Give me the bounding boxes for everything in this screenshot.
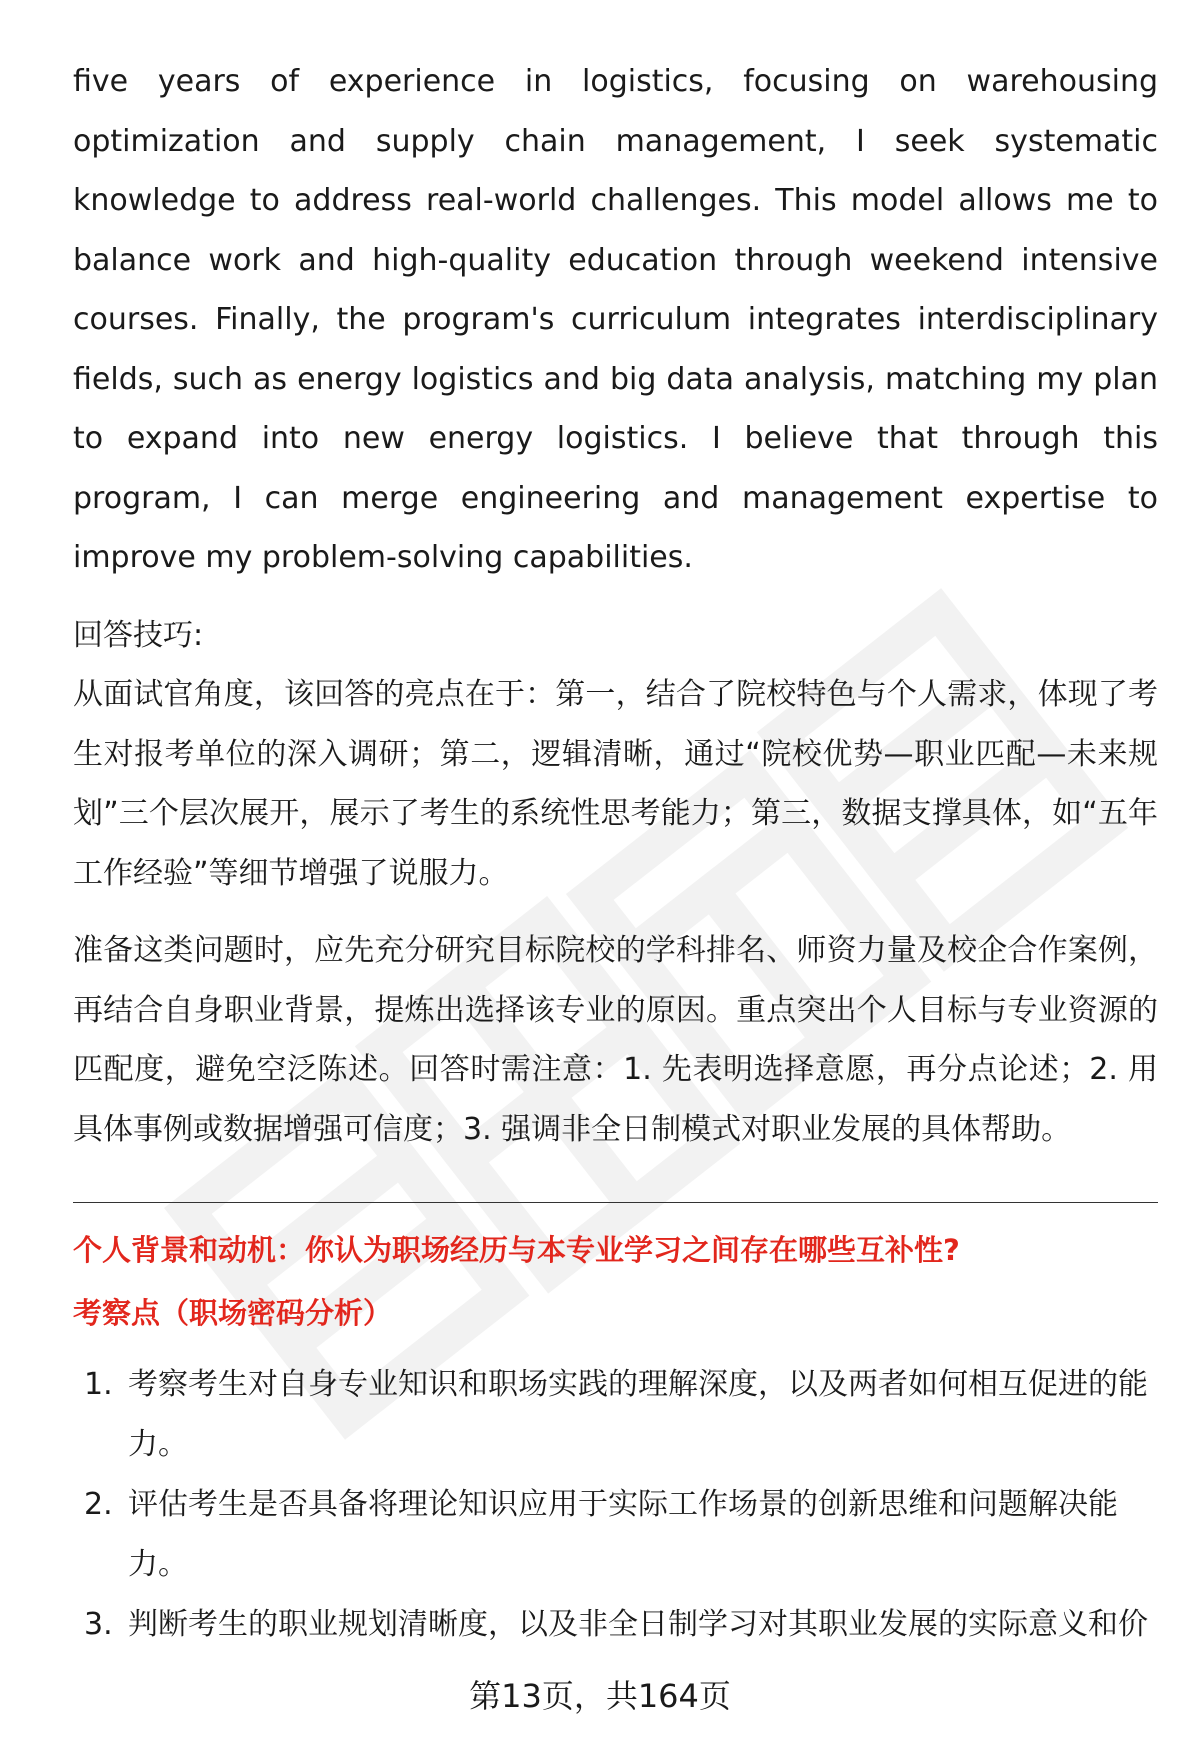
section-divider [73, 1202, 1158, 1203]
points-heading: 考察点（职场密码分析） [73, 1295, 393, 1330]
list-item-text: 考察考生对自身专业知识和职场实践的理解深度，以及两者如何相互促进的能力。 [128, 1367, 1148, 1462]
points-list [73, 1355, 1158, 1655]
list-item-number: 2. [84, 1487, 113, 1522]
english-answer-paragraph: five years of experience in logistics, focusing on warehousing optimization and supply chain management, I seek systematic knowledge to address real-world challenges. This model allows me to balance work and high-quality education through weekend intensive courses. Finally, the program's curriculum integrates interdisciplinary fields, such as energy logistics and big data analysis, matching my plan to expand into new energy logistics. I believe that through this program, I can merge engineering and management expertise to improve my problem-solving capabilities. [73, 64, 1158, 575]
tips-paragraph-2: 准备这类问题时，应先充分研究目标院校的学科排名、师资力量及校企合作案例，再结合自身职业背景，提炼出选择该专业的原因。重点突出个人目标与专业资源的匹配度，避免空泛陈述。回答时需注意：1. 先表明选择意愿，再分点论述；2. 用具体事例或数据增强可信度；3. 强调非全日制模式对职业发展的具体帮助。 [73, 933, 1158, 1147]
question-heading: 个人背景和动机：你认为职场经历与本专业学习之间存在哪些互补性? [73, 1233, 960, 1267]
tips-label: 回答技巧: [73, 617, 204, 653]
list-item-text: 判断考生的职业规划清晰度，以及非全日制学习对其职业发展的实际意义和价 [128, 1607, 1148, 1642]
document-page [73, 52, 1158, 1655]
tips-paragraph-1: 从面试官角度，该回答的亮点在于：第一，结合了院校特色与个人需求，体现了考生对报考单位的深入调研；第二，逻辑清晰，通过“院校优势—职业匹配—未来规划”三个层次展开，展示了考生的系统性思考能力；第三，数据支撑具体，如“五年工作经验”等细节增强了说服力。 [73, 677, 1158, 891]
list-item-number: 1. [84, 1367, 113, 1402]
list-item-text: 评估考生是否具备将理论知识应用于实际工作场景的创新思维和问题解决能力。 [128, 1487, 1118, 1582]
page-indicator: 第13页，共164页 [469, 1677, 731, 1715]
list-item [73, 1475, 1158, 1595]
list-item [73, 1355, 1158, 1475]
list-item [73, 1595, 1158, 1655]
list-item-number: 3. [84, 1607, 113, 1642]
